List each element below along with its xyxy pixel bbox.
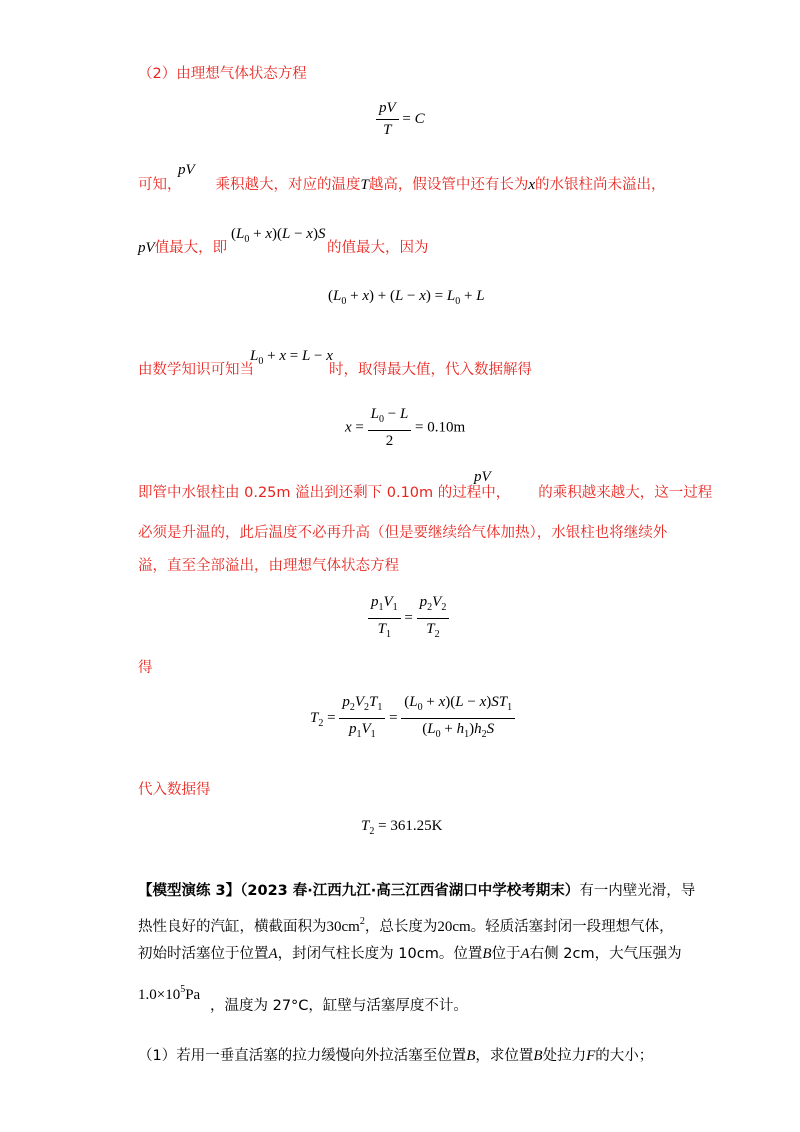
t2-expression: $T_2$ = $\frac{p_2V_2T_1}{p_1V_1}$ = $\frac{(L_0 + x)(L - x)ST_1}{(L_0 + h_1)h_2S}$ (310, 694, 515, 743)
substitute-label: 代入数据得 (138, 782, 211, 798)
paragraph-pv-larger: 可知， 乘积越大，对应的温度T越高，假设管中还有长为x的水银柱尚未溢出， (138, 177, 666, 193)
problem-line4: ，温度为 27°C，缸壁与活塞厚度不计。 (210, 998, 468, 1014)
part2-heading: （2）由理想气体状态方程 (138, 66, 307, 82)
product-expression: $(L_0 + x)(L - x)S$ (231, 226, 326, 245)
de-label: 得 (138, 660, 153, 676)
paragraph-math-condition-end: 时，取得最大值，代入数据解得 (329, 362, 532, 378)
ideal-gas-equation: $\frac{pV}{T}$ = C (376, 100, 425, 139)
paragraph-max-value: pV值最大，即 (138, 240, 228, 256)
paragraph-math-condition: 由数学知识可知当 (138, 362, 254, 378)
pv-inline: pV (178, 162, 195, 178)
pv-inline-2: pV (474, 469, 491, 485)
problem-line3: 初始时活塞位于位置A，封闭气柱长度为 10cm。位置B位于A右侧 2cm，大气压强为 (138, 946, 682, 962)
problem-line2: 热性良好的汽缸，横截面积为$30cm^2$，总长度为20cm。轻质活塞封闭一段理想气体， (138, 916, 674, 935)
problem-line1: 【模型演练 3】（2023 春·江西九江·高三江西省湖口中学校考期末）有一内壁光滑，导 (138, 883, 696, 899)
paragraph-process-line2: 必须是升温的，此后温度不必再升高（但是要继续给气体加热），水银柱也将继续外 (138, 525, 668, 541)
equality-condition: $L_0 + x = L - x$ (250, 348, 333, 367)
paragraph-max-value-end: 的值最大，因为 (327, 240, 429, 256)
paragraph-process-line3: 溢，直至全部溢出，由理想气体状态方程 (138, 558, 399, 574)
state-equation: $\frac{p_1V_1}{T_1}$ = $\frac{p_2V_2}{T_2}$ (368, 594, 449, 643)
paragraph-process-line1: 即管中水银柱由 0.25m 溢出到还剩下 0.10m 的过程中， 的乘积越来越大，这一过程 (138, 485, 713, 501)
t2-result: $T_2 = 361.25K$ (361, 818, 443, 837)
question-1: （1）若用一垂直活塞的拉力缓慢向外拉活塞至位置B，求位置B处拉力F的大小； (138, 1048, 654, 1064)
x-solution: x = $\frac{L_0 - L}{2}$ = 0.10m (345, 406, 466, 449)
sum-equation: $(L_0 + x) + (L - x) = L_0 + L$ (328, 288, 485, 307)
pressure-value: $1.0\times 10^5Pa$ (138, 984, 201, 1003)
